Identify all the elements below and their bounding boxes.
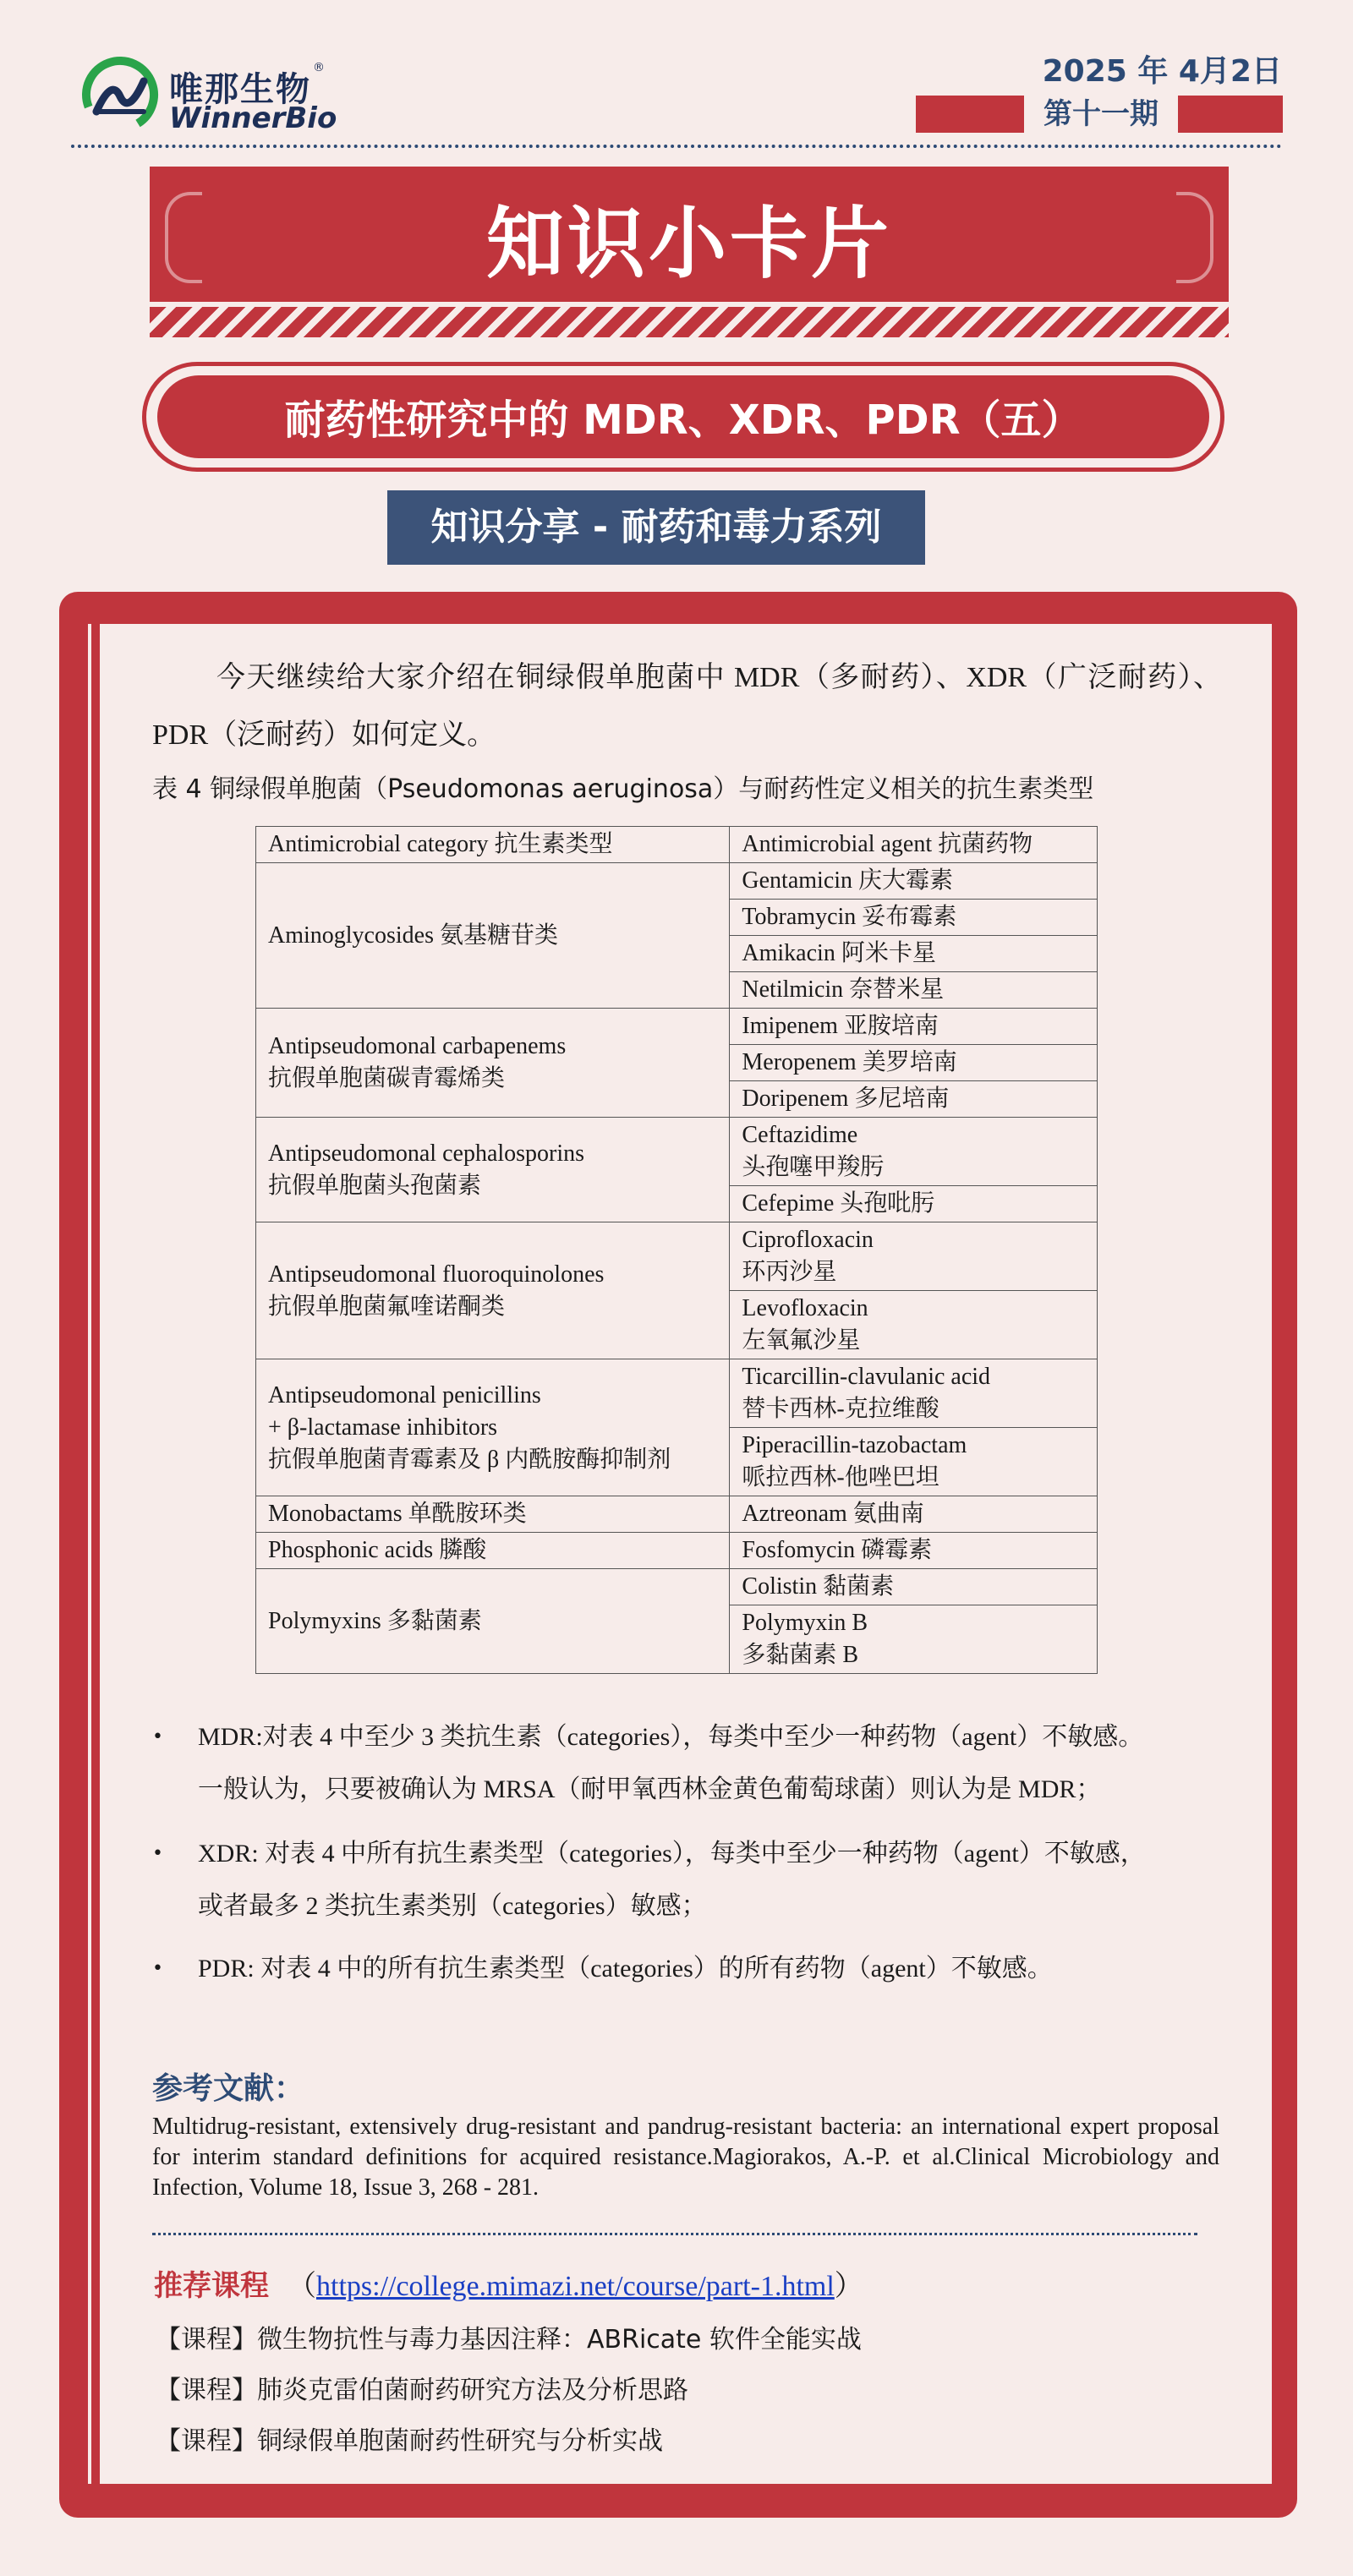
category-line: 抗假单胞菌青霉素及 β 内酰胺酶抑制剂 [268,1446,671,1473]
bullet-dot-icon: • [152,1843,163,1864]
series-tag: 知识分享 - 耐药和毒力系列 [387,490,925,565]
bullet-line: XDR: 对表 4 中所有抗生素类型（categories），每类中至少一种药物（agent）不敏感， [198,1840,1146,1868]
agent-line: 多黏菌素 B [742,1642,859,1668]
recommend-link-wrapper [288,2262,863,2304]
intro-paragraph: 今天继续给大家介绍在铜绿假单胞菌中 MDR（多耐药）、XDR（广泛耐药）、PDR（泛耐药）如何定义。 [152,662,1222,751]
category-line: 抗假单胞菌头孢菌素 [268,1172,482,1199]
category-cell [256,1222,730,1359]
agent-cell [730,1009,1098,1045]
content-panel-left-rule [91,624,100,2484]
category-cell [256,863,730,1009]
agent-line: Piperacillin-tazobactam [742,1432,967,1458]
agent-line: 替卡西林-克拉维酸 [742,1396,939,1422]
agent-line: Levofloxacin [742,1295,868,1321]
recommend-heading: 推荐课程 [154,2269,269,2303]
logo-en: WinnerBio [169,101,337,135]
category-cell [256,1496,730,1533]
table-header-row [256,827,1098,863]
issue-bar-left [916,96,1024,133]
references-heading: 参考文献： [152,2071,305,2106]
agent-line: 哌拉西林-他唑巴坦 [742,1464,939,1490]
table-row [256,1222,1098,1291]
category-line: Antipseudomonal penicillins [268,1381,541,1408]
bullet-line: PDR: 对表 4 中的所有抗生素类型（categories）的所有药物（agent）不敏感。 [198,1955,1053,1983]
link-close-paren: ） [834,2271,863,2302]
agent-cell [730,900,1098,936]
issue-number: 第十一期 [1044,97,1159,131]
bullet-line: 一般认为，只要被确认为 MRSA（耐甲氧西林金黄色葡萄球菌）则认为是 MDR； [198,1775,1102,1803]
agent-line: Ceftazidime [742,1122,858,1148]
table-header-category: Antimicrobial category 抗生素类型 [256,827,730,863]
subtitle: 耐药性研究中的 MDR、XDR、PDR（五） [284,397,1082,444]
bullet-dot-icon: • [152,1726,163,1747]
agent-line: 左氧氟沙星 [742,1327,861,1354]
bullet-line: MDR:对表 4 中至少 3 类抗生素（categories），每类中至少一种药物（agent）不敏感。 [198,1723,1144,1751]
antibiotic-table-body [256,827,1098,1674]
agent-line: Ciprofloxacin [742,1227,874,1253]
table-row [256,863,1098,900]
agent-line: Imipenem 亚胺培南 [742,1013,939,1039]
banner-stripe [150,307,1229,337]
agent-cell [730,1496,1098,1533]
dna-logo-icon [78,52,162,137]
agent-line: Colistin 黏菌素 [742,1573,895,1600]
agent-line: Tobramycin 妥布霉素 [742,904,957,930]
course-link[interactable]: https://college.mimazi.net/course/part-1.html [316,2271,835,2302]
agent-cell [730,1045,1098,1081]
table-caption: 表 4 铜绿假单胞菌（Pseudomonas aeruginosa）与耐药性定义相关的抗生素类型 [152,774,1094,804]
title-banner [150,167,1229,341]
references-text: Multidrug-resistant, extensively drug-resistant and pandrug-resistant bacteria: an international expert proposal for interim standard definitions for acquired resistance.Magiorakos, A.-P. et al.Clinical Microbiology and Infection, Volume 18, Issue 3, 268 - 281. [152,2114,1219,2201]
agent-line: Fosfomycin 磷霉素 [742,1537,933,1563]
agent-line: Meropenem 美罗培南 [742,1049,957,1075]
agent-cell [730,1533,1098,1569]
category-cell [256,1359,730,1496]
category-line: Antipseudomonal carbapenems [268,1033,567,1059]
references-divider [152,2233,1197,2235]
agent-line: Cefepime 头孢吡肟 [742,1190,935,1217]
category-cell [256,1118,730,1222]
agent-line: Amikacin 阿米卡星 [742,940,936,966]
agent-line: Ticarcillin-clavulanic acid [742,1364,991,1390]
bullet-mdr-text [198,1711,1246,1816]
category-cell [256,1569,730,1674]
agent-cell [730,972,1098,1009]
issue-date: 2025 年 4月2日 [1042,54,1282,89]
category-line: + β-lactamase inhibitors [268,1414,498,1441]
agent-line: 头孢噻甲羧肟 [742,1154,885,1180]
agent-cell [730,936,1098,972]
antibiotic-table [255,826,1098,1674]
category-line: Monobactams 单酰胺环类 [268,1501,527,1527]
header-divider [71,145,1282,148]
agent-cell [730,863,1098,900]
logo-registered-mark: ® [313,61,325,74]
issue-bar-right [1178,96,1283,133]
agent-cell [730,1569,1098,1605]
category-line: 抗假单胞菌碳青霉烯类 [268,1065,506,1091]
agent-cell [730,1222,1098,1291]
agent-line: Netilmicin 奈替米星 [742,976,945,1003]
agent-cell [730,1605,1098,1674]
agent-line: Doripenem 多尼培南 [742,1086,950,1112]
agent-line: Polymyxin B [742,1610,868,1636]
agent-line: 环丙沙星 [742,1259,837,1285]
logo-cn: 唯那生物 [169,70,311,109]
course-item-abricate[interactable]: 【课程】微生物抗性与毒力基因注释：ABRicate 软件全能实战 [156,2325,862,2354]
table-row [256,1533,1098,1569]
bullet-pdr-text [198,1943,1246,1995]
agent-cell [730,1118,1098,1186]
agent-cell [730,1291,1098,1359]
category-line: Antipseudomonal cephalosporins [268,1140,585,1167]
table-header-agent: Antimicrobial agent 抗菌药物 [730,827,1098,863]
category-line: Phosphonic acids 膦酸 [268,1537,487,1563]
category-cell [256,1009,730,1118]
bullet-xdr-text [198,1828,1246,1933]
table-row [256,1496,1098,1533]
category-line: 抗假单胞菌氟喹诺酮类 [268,1293,506,1320]
page-title: 知识小卡片 [485,199,892,289]
agent-line: Aztreonam 氨曲南 [742,1501,924,1527]
link-open-paren: （ [288,2271,316,2302]
category-line: Antipseudomonal fluoroquinolones [268,1261,605,1288]
agent-cell [730,1359,1098,1428]
category-cell [256,1533,730,1569]
agent-cell [730,1428,1098,1496]
table-row [256,1569,1098,1605]
course-item-klebsiella[interactable]: 【课程】肺炎克雷伯菌耐药研究方法及分析思路 [156,2376,688,2405]
table-row [256,1009,1098,1045]
bullet-line: 或者最多 2 类抗生素类别（categories）敏感； [198,1892,707,1920]
agent-cell [730,1186,1098,1222]
winnerbio-logo [78,52,337,137]
bullet-dot-icon: • [152,1958,163,1979]
agent-cell [730,1081,1098,1118]
table-row [256,1359,1098,1428]
course-item-pseudomonas[interactable]: 【课程】铜绿假单胞菌耐药性研究与分析实战 [156,2426,663,2456]
table-row [256,1118,1098,1186]
subtitle-ribbon [142,362,1224,472]
category-line: Polymyxins 多黏菌素 [268,1607,482,1634]
category-line: Aminoglycosides 氨基糖苷类 [268,922,558,949]
agent-line: Gentamicin 庆大霉素 [742,867,954,894]
